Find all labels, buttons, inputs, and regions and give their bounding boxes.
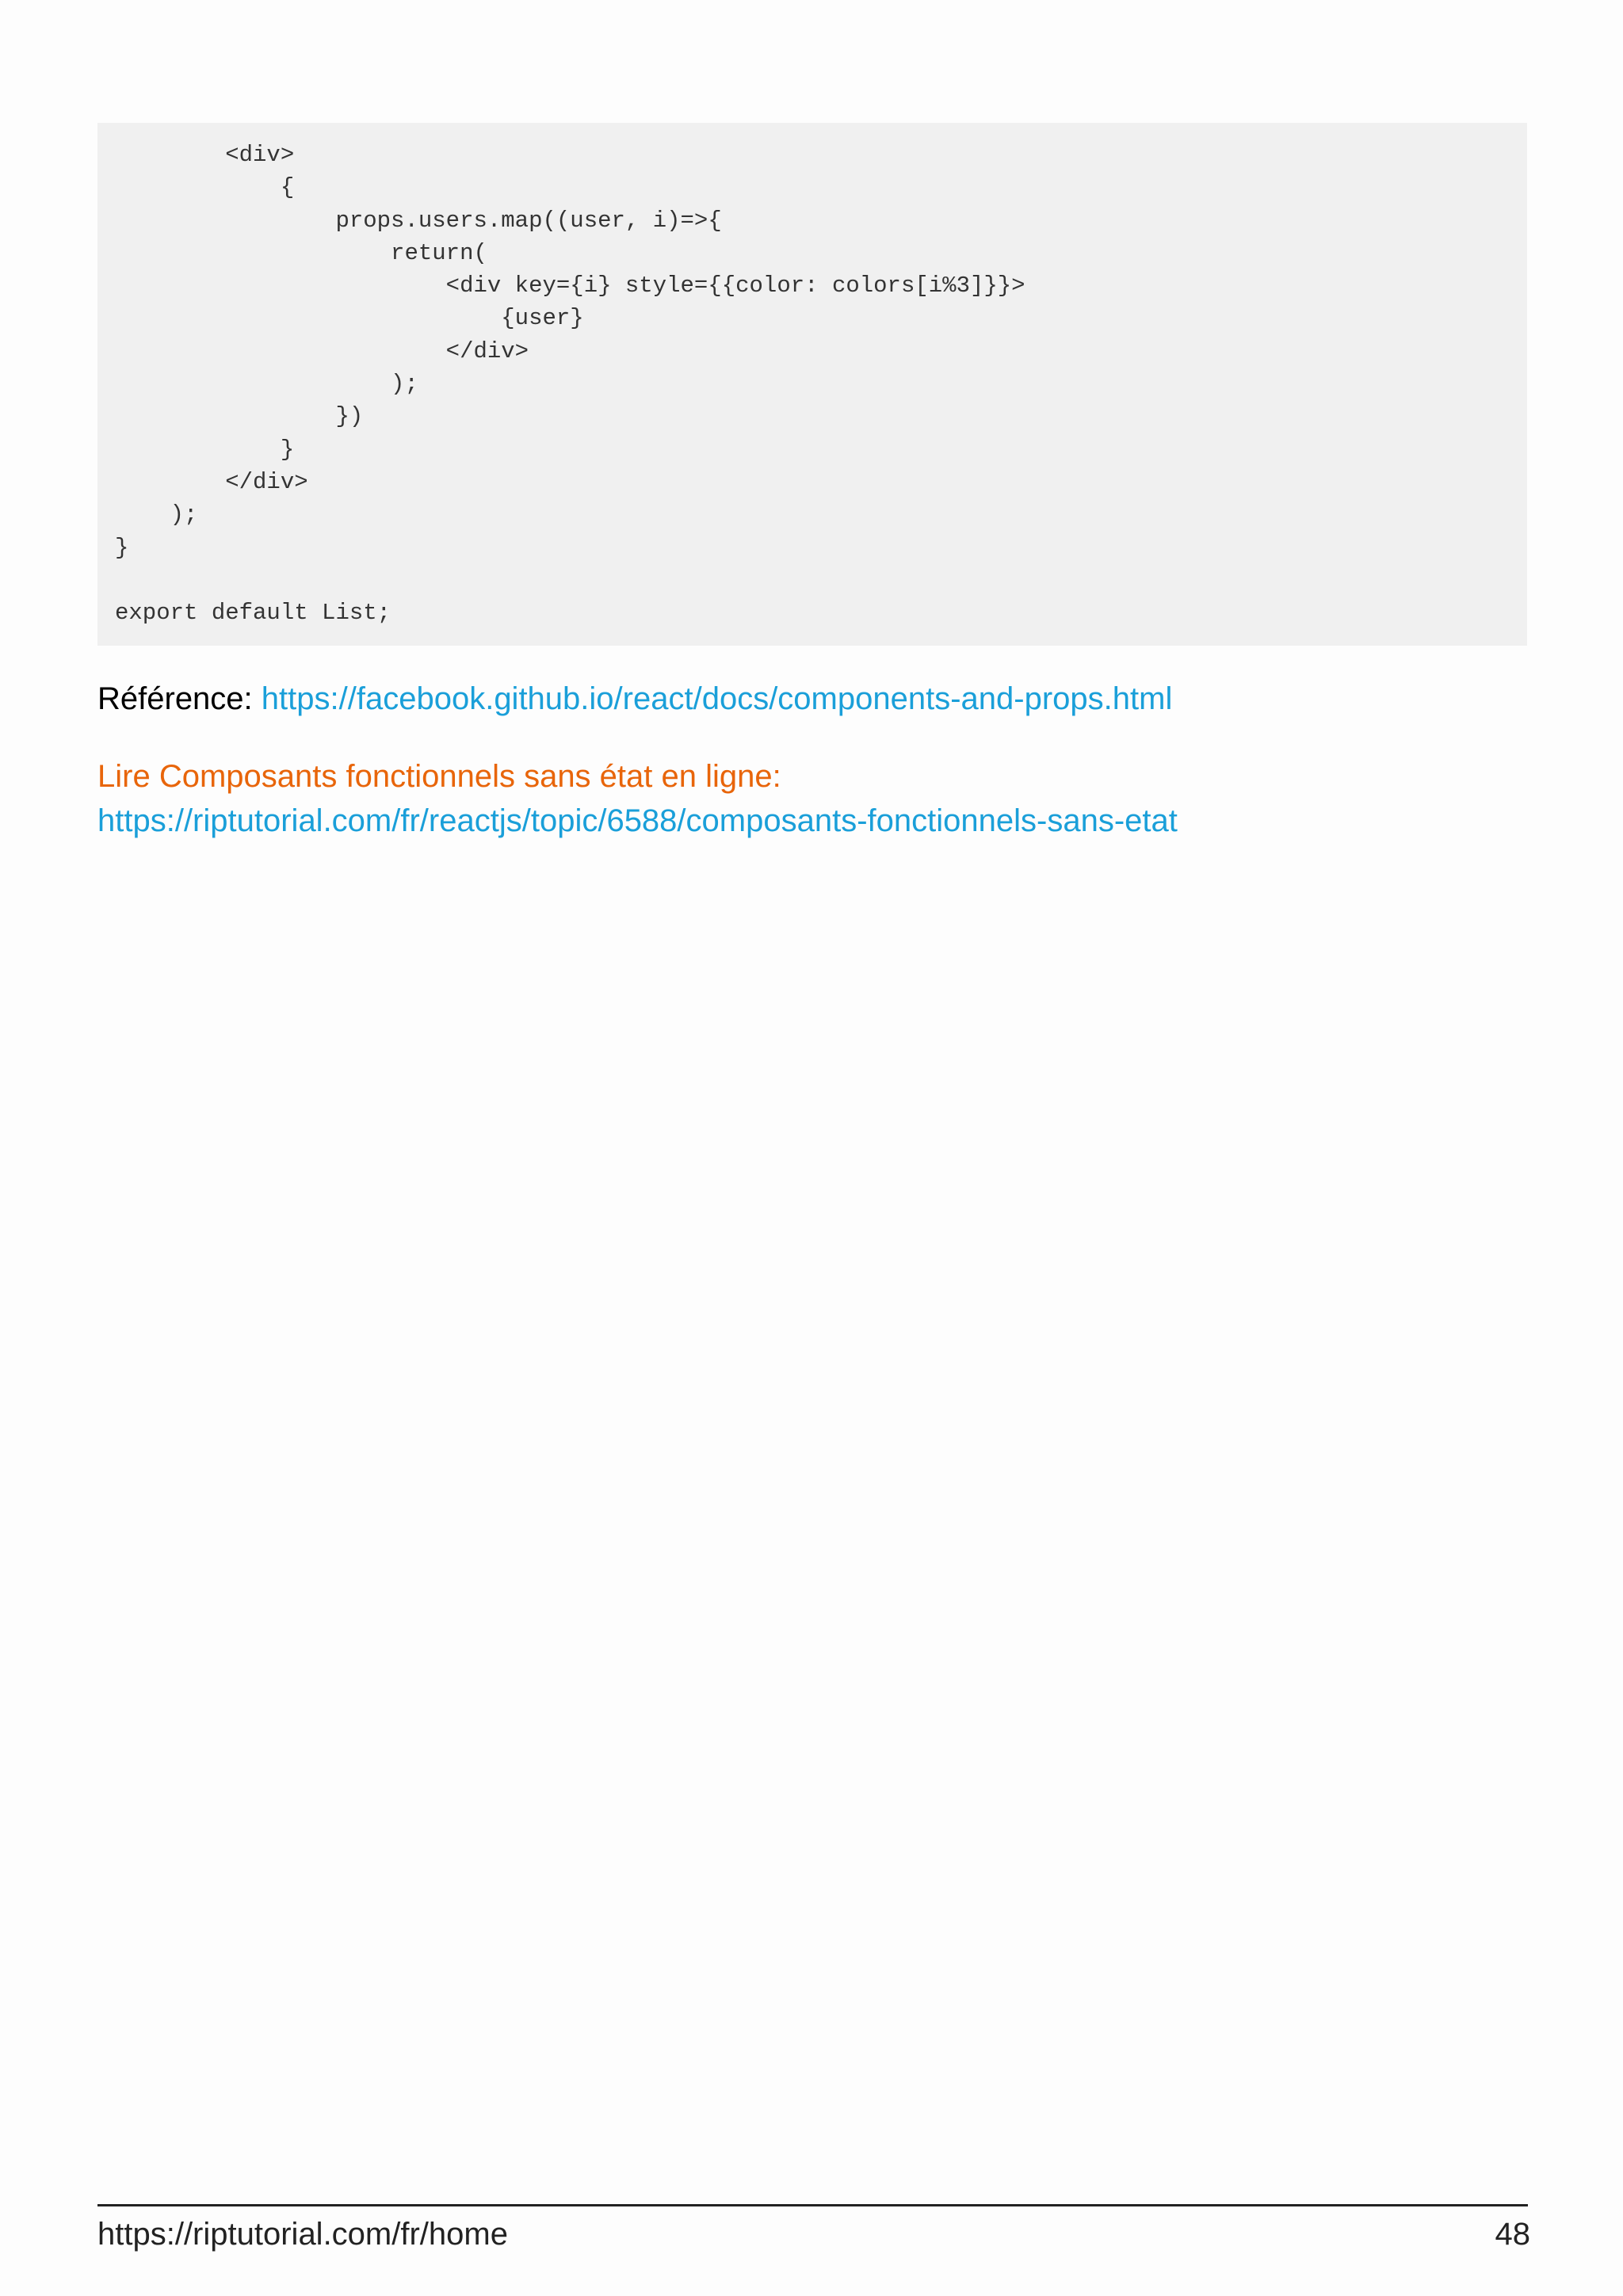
code-line: ); bbox=[115, 502, 198, 528]
footer-divider bbox=[97, 2204, 1528, 2206]
code-line: <div> bbox=[115, 142, 295, 168]
code-line: { bbox=[115, 174, 295, 201]
reference-line bbox=[97, 678, 1172, 719]
read-online-lead: Lire Composants fonctionnels sans état en ligne: bbox=[97, 759, 781, 794]
code-line: ); bbox=[115, 371, 418, 398]
code-line: export default List; bbox=[115, 600, 391, 627]
code-line: return( bbox=[115, 239, 487, 266]
code-line: } bbox=[115, 436, 295, 463]
code-line bbox=[115, 564, 1527, 597]
reference-link[interactable]: https://facebook.github.io/react/docs/components-and-props.html bbox=[261, 681, 1173, 716]
code-line: <div key={i} style={{color: colors[i%3]}}> bbox=[115, 273, 1025, 299]
read-online-section bbox=[97, 754, 1178, 843]
reference-label: Référence: bbox=[97, 681, 253, 716]
code-line: props.users.map((user, i)=>{ bbox=[115, 207, 722, 234]
code-line: {user} bbox=[115, 305, 584, 332]
code-line: </div> bbox=[115, 338, 529, 364]
footer-url: https://riptutorial.com/fr/home bbox=[97, 2217, 508, 2252]
code-line: } bbox=[115, 534, 129, 561]
read-online-link[interactable]: https://riptutorial.com/fr/reactjs/topic/6588/composants-fonctionnels-sans-etat bbox=[97, 803, 1178, 838]
code-line: </div> bbox=[115, 468, 308, 495]
code-block bbox=[97, 123, 1527, 646]
code-line: }) bbox=[115, 403, 364, 430]
page-number: 48 bbox=[1495, 2217, 1530, 2252]
